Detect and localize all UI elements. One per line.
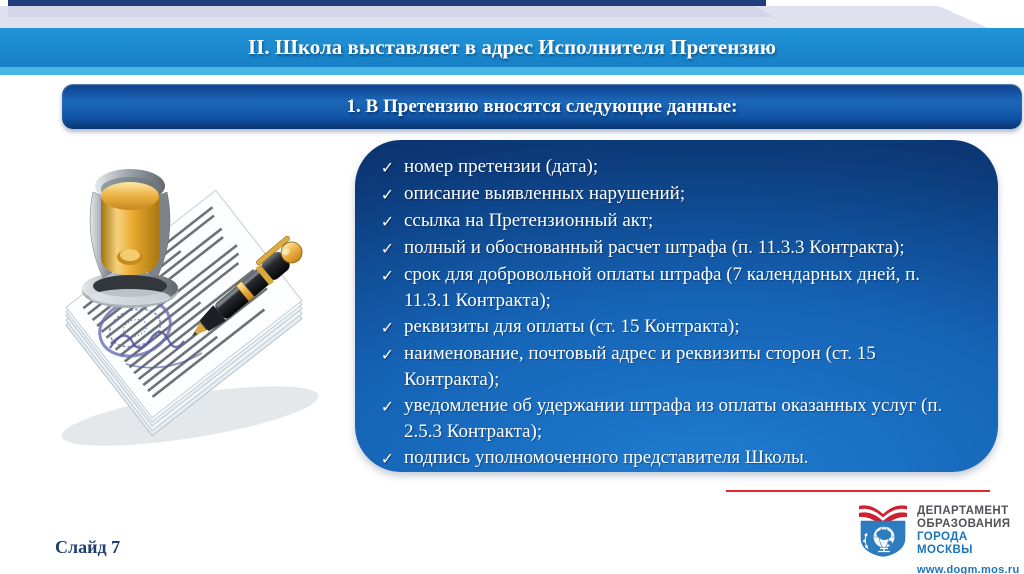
claim-item-text: уведомление об удержании штрафа из оплаты оказанных услуг (п. 2.5.3 Контракта);: [404, 395, 943, 442]
check-icon: ✓: [380, 239, 395, 258]
claim-item: [371, 341, 966, 393]
check-icon: ✓: [380, 449, 395, 468]
stamp-document-illustration: [40, 150, 360, 470]
claim-item: [371, 235, 966, 262]
header-underline-strip: [0, 67, 1024, 75]
claim-item: [371, 154, 966, 181]
logo-name-line2: ОБРАЗОВАНИЯ: [917, 518, 1011, 530]
logo-website: www.dogm.mos.ru: [917, 564, 1020, 574]
claim-item: [371, 393, 966, 445]
decor-band-inner: [8, 6, 774, 17]
claim-item: [371, 445, 966, 472]
check-icon: ✓: [380, 158, 395, 177]
slide-title: II. Школа выставляет в адрес Исполнителя Претензию: [248, 35, 776, 59]
claim-item-text: номер претензии (дата);: [404, 156, 599, 177]
header-bar: [0, 28, 1024, 67]
logo-text: [917, 502, 1024, 574]
check-icon: ✓: [380, 185, 395, 204]
claim-item-text: полный и обоснованный расчет штрафа (п. 11.3.3 Контракта);: [404, 237, 905, 258]
section-banner-label: 1. В Претензию вносятся следующие данные:: [346, 95, 738, 117]
claim-item-text: реквизиты для оплаты (ст. 15 Контракта);: [404, 316, 740, 337]
department-logo: [857, 502, 1024, 574]
claim-item: [371, 262, 966, 314]
logo-name-line3: ГОРОДА МОСКВЫ: [917, 531, 973, 556]
claim-item: [371, 181, 966, 208]
logo-name-line1: ДЕПАРТАМЕНТ: [917, 505, 1009, 517]
claim-item-text: описание выявленных нарушений;: [404, 183, 686, 204]
claim-item-text: срок для добровольной оплаты штрафа (7 календарных дней, п. 11.3.1 Контракта);: [404, 264, 921, 311]
check-icon: ✓: [380, 266, 395, 285]
top-ribbon: [8, 0, 766, 7]
logo-emblem: [857, 502, 909, 558]
check-icon: ✓: [380, 397, 395, 416]
check-icon: ✓: [380, 212, 395, 231]
claim-data-panel: [355, 140, 998, 472]
red-divider-line: [726, 490, 990, 492]
section-banner: [62, 84, 1022, 129]
check-icon: ✓: [380, 345, 395, 364]
claim-list: [371, 154, 966, 472]
claim-item: [371, 314, 966, 341]
claim-item-text: наименование, почтовый адрес и реквизиты сторон (ст. 15 Контракта);: [404, 343, 876, 390]
check-icon: ✓: [380, 318, 395, 337]
claim-item-text: подпись уполномоченного представителя Школы.: [404, 447, 809, 468]
claim-item-text: ссылка на Претензионный акт;: [404, 210, 654, 231]
slide-number: Слайд 7: [55, 537, 121, 557]
claim-item: [371, 208, 966, 235]
